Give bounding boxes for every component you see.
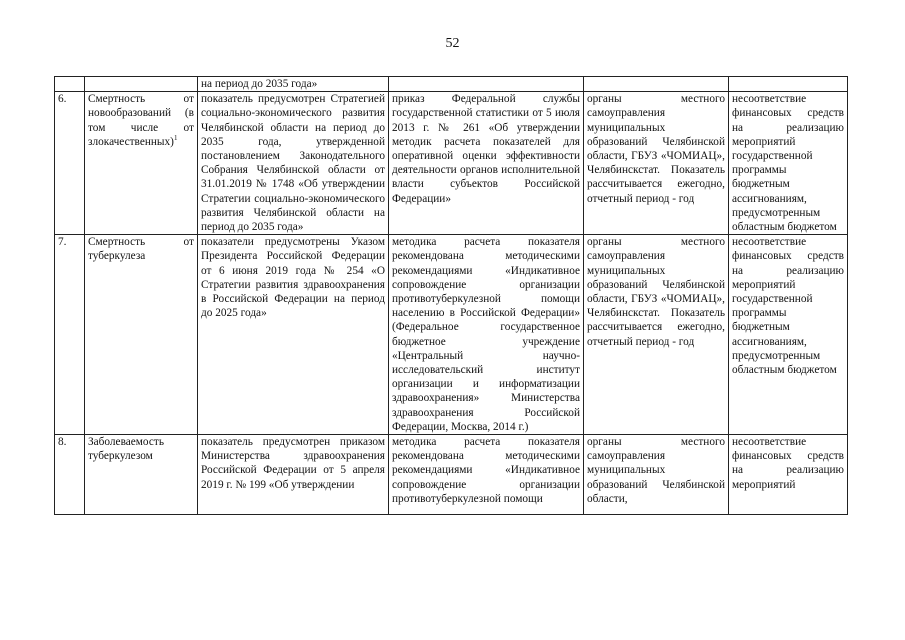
basis-cell: показатель предусмотрен приказом Министерства здравоохранения Российской Федерации от 5 апреля 2019 г. № 199 «Об утверждении — [198, 435, 389, 515]
method-cell — [389, 77, 584, 92]
footnote-mark: 1 — [173, 134, 178, 143]
method-cell: приказ Федеральной службы государственной статистики от 5 июля 2013 г. № 261 «Об утверждении методик расчета показателей для оперативной оценки эффективности деятельности органов исполнительной власти субъектов Российской Федерации» — [389, 92, 584, 235]
method-cell: методика расчета показателя рекомендована методическими рекомендациями «Индикативное сопровождение организации противотуберкулезной помощи населению в Российской Федерации» (Федеральное государственное бюджетное учреждение «Центральный научно-исследовательский институт организации и информатизации здравоохранения» Министерства здравоохранения Российской Федерации, Москва, 2014 г.) — [389, 235, 584, 435]
basis-cell: показатели предусмотрены Указом Президента Российской Федерации от 6 июня 2019 года № 254 «О Стратегии развития здравоохранения в Российской Федерации на период до 2025 года» — [198, 235, 389, 435]
table-row — [55, 92, 848, 235]
risks-cell: несоответствие финансовых средств на реализацию мероприятий — [729, 435, 848, 515]
row-number-cell: 6. — [55, 92, 85, 235]
table-row-continuation — [55, 77, 848, 92]
basis-cell: на период до 2035 года» — [198, 77, 389, 92]
risks-cell — [729, 77, 848, 92]
row-number-cell — [55, 77, 85, 92]
indicators-table — [54, 76, 848, 515]
indicator-cell — [85, 77, 198, 92]
indicator-cell: Смертность от туберкулеза — [85, 235, 198, 435]
indicator-cell — [85, 92, 198, 235]
table-row — [55, 235, 848, 435]
indicator-text: Смертность от новообразований (в том числе от злокачественных) — [88, 93, 194, 148]
responsible-cell: органы местного самоуправления муниципальных образований Челябинской области, ГБУЗ «ЧОМИАЦ», Челябинскстат. Показатель рассчитывается ежегодно, отчетный период - год — [584, 235, 729, 435]
risks-cell: несоответствие финансовых средств на реализацию мероприятий государственной программы бюджетным ассигнованиям, предусмотренным областным бюджетом — [729, 235, 848, 435]
responsible-cell: органы местного самоуправления муниципальных образований Челябинской области, ГБУЗ «ЧОМИАЦ», Челябинскстат. Показатель рассчитывается ежегодно, отчетный период - год — [584, 92, 729, 235]
row-number-cell: 8. — [55, 435, 85, 515]
responsible-cell: органы местного самоуправления муниципальных образований Челябинской области, — [584, 435, 729, 515]
basis-cell: показатель предусмотрен Стратегией социально-экономического развития Челябинской области на период до 2035 года, утвержденной постановлением Законодательного Собрания Челябинской области от 31.01.2019 № 1748 «Об утверждении Стратегии социально-экономического развития Челябинской области на период до 2035 года» — [198, 92, 389, 235]
table-row — [55, 435, 848, 515]
risks-cell: несоответствие финансовых средств на реализацию мероприятий государственной программы бюджетным ассигнованиям, предусмотренным областным бюджетом — [729, 92, 848, 235]
page-number: 52 — [445, 36, 460, 51]
method-cell: методика расчета показателя рекомендована методическими рекомендациями «Индикативное сопровождение организации противотуберкулезной помощи — [389, 435, 584, 515]
indicator-cell: Заболеваемость туберкулезом — [85, 435, 198, 515]
responsible-cell — [584, 77, 729, 92]
row-number-cell: 7. — [55, 235, 85, 435]
